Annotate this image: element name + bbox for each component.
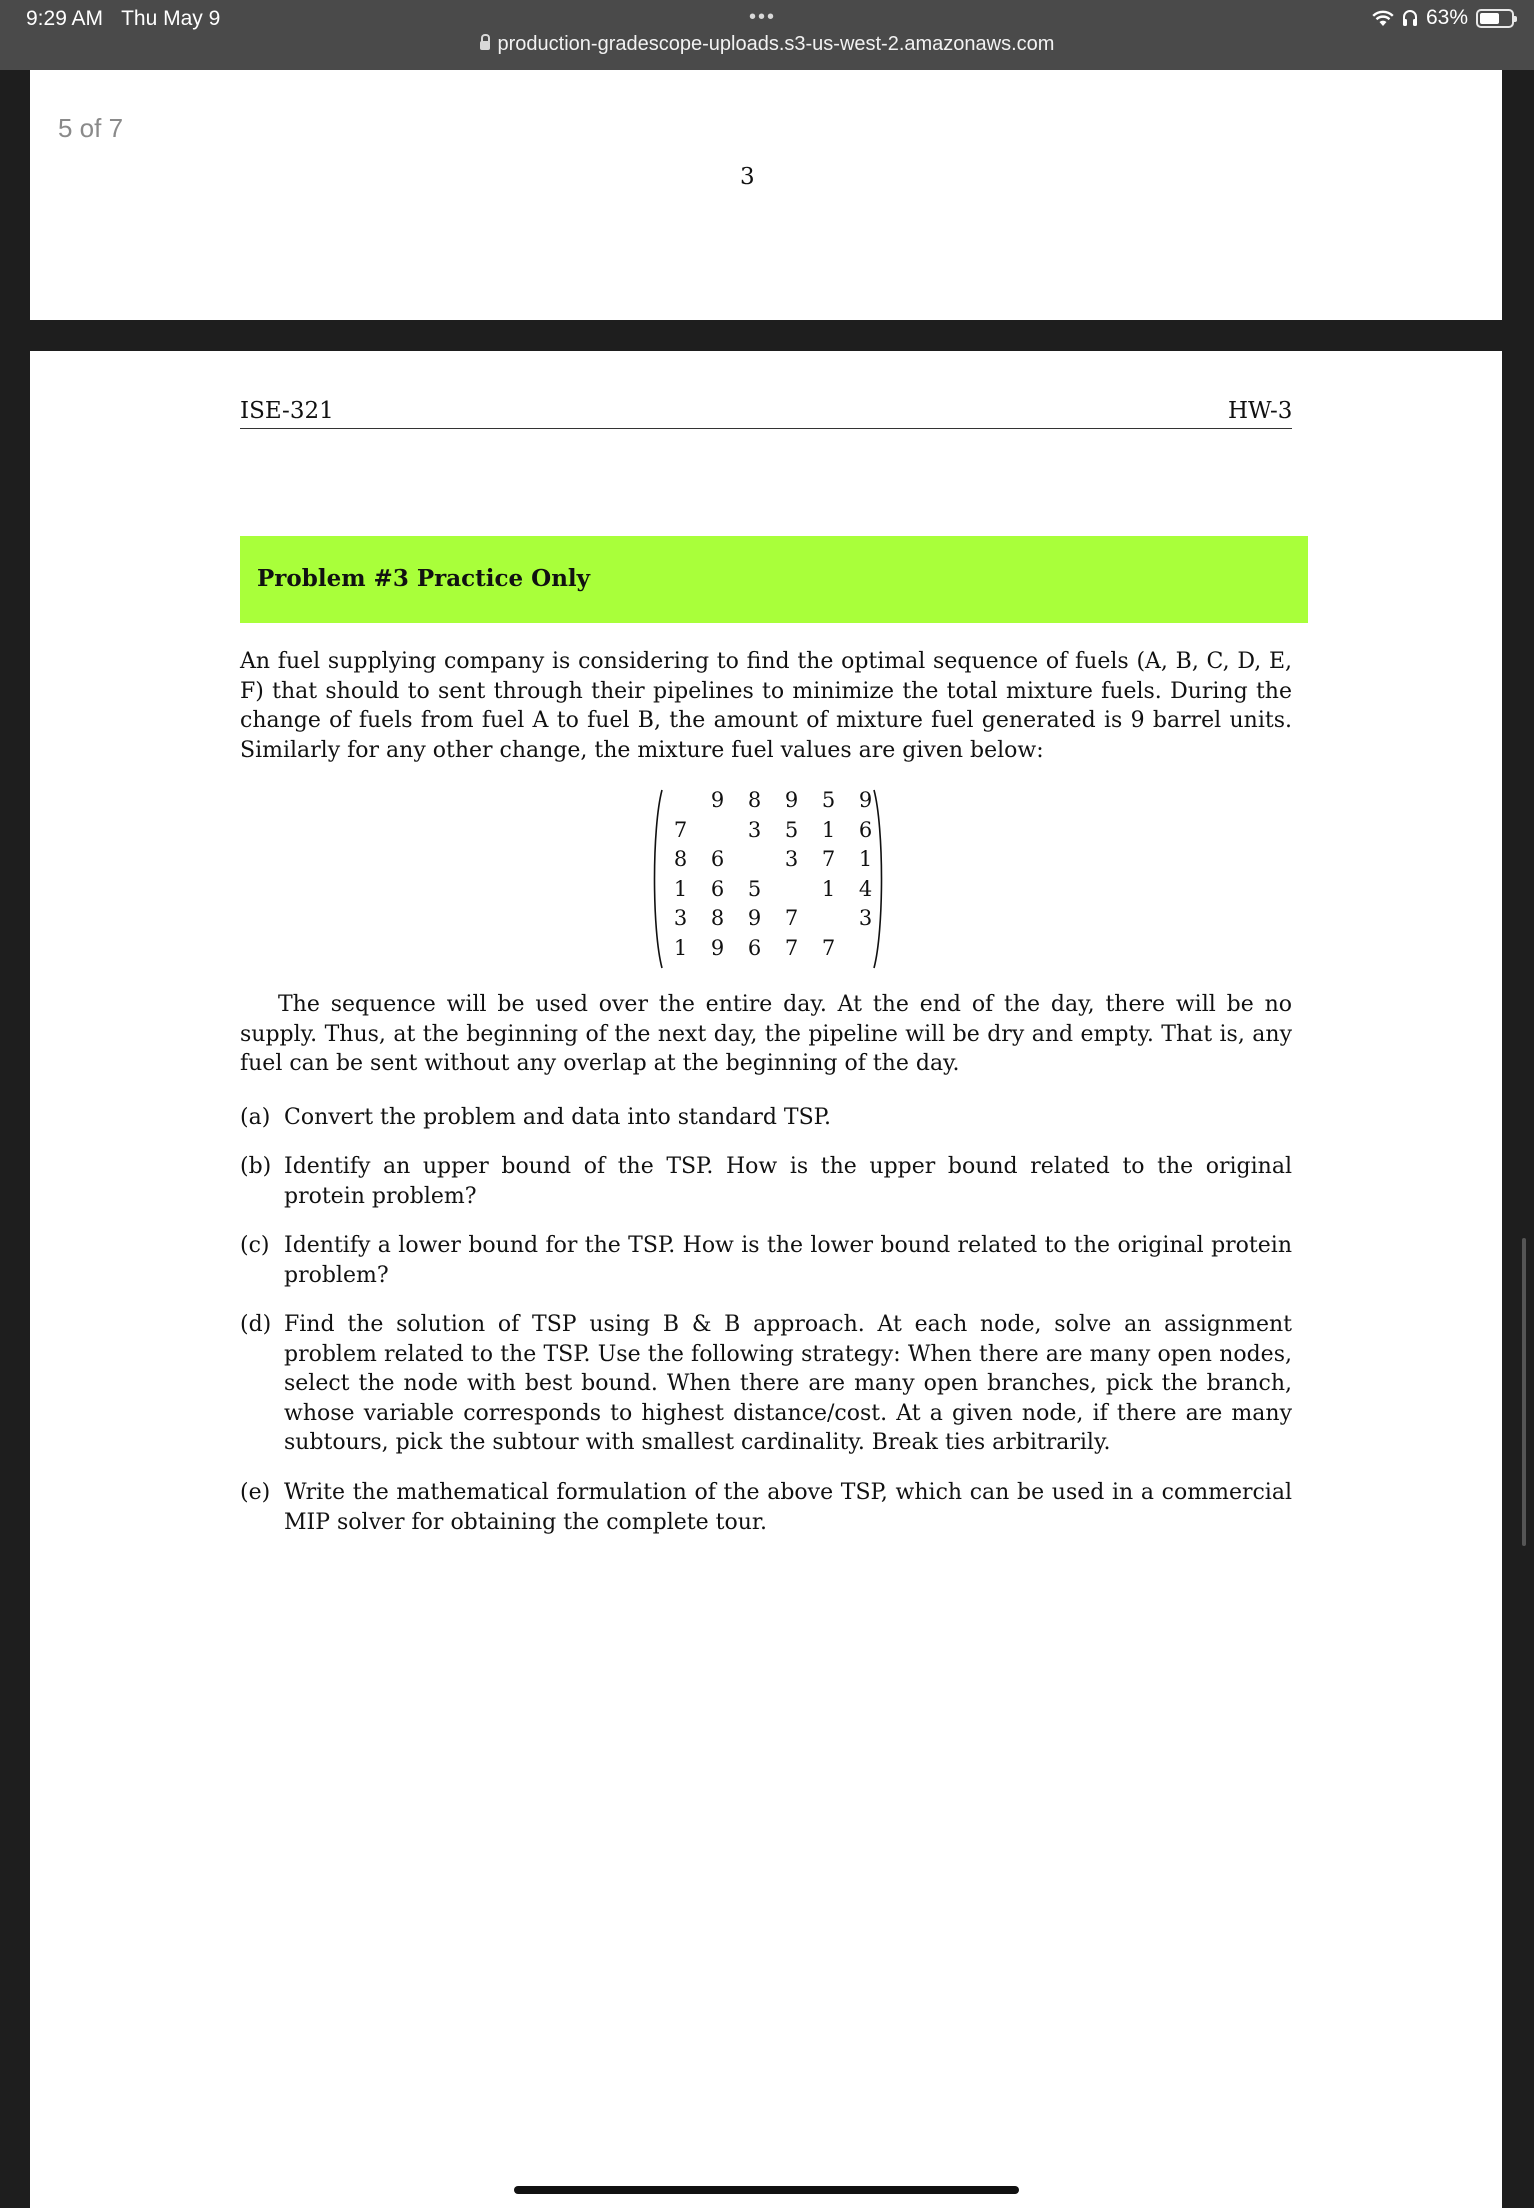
header-rule: [240, 428, 1292, 429]
matrix-cell: 3: [747, 817, 762, 842]
matrix-cell: 8: [673, 847, 688, 871]
matrix-cell: 1: [858, 847, 873, 871]
previous-page: [30, 70, 1502, 320]
matrix-cell: 6: [858, 817, 873, 842]
matrix-cell: 5: [821, 788, 836, 812]
matrix-cell: [699, 818, 736, 848]
course-code: ISE-321: [240, 398, 334, 424]
scrollbar[interactable]: [1522, 1238, 1526, 1546]
matrix-cell: 7: [784, 935, 799, 960]
url-text: production-gradescope-uploads.s3-us-west-2.amazonaws.com: [497, 33, 1055, 55]
matrix-cell: 9: [784, 788, 799, 812]
matrix-right-bracket: [872, 788, 886, 970]
part-label: (c): [240, 1233, 270, 1258]
matrix-cell: 1: [673, 935, 688, 960]
matrix-cell: 6: [710, 847, 725, 871]
part-c: [240, 1231, 1292, 1290]
wifi-icon: [1372, 10, 1394, 27]
home-indicator[interactable]: [514, 2186, 1019, 2194]
battery-percentage: 63%: [1425, 6, 1468, 29]
matrix-cell: 6: [747, 935, 762, 960]
part-label: (b): [240, 1154, 272, 1179]
status-indicators: [1372, 6, 1514, 30]
matrix-cell: 3: [858, 906, 873, 930]
homework-label: HW-3: [1228, 398, 1293, 424]
battery-icon: [1476, 9, 1514, 28]
battery-cap: [1514, 16, 1517, 22]
status-time-date: [26, 7, 220, 31]
part-label: (a): [240, 1105, 271, 1130]
matrix-cell: 3: [673, 906, 688, 930]
intro-paragraph: An fuel supplying company is considering to find the optimal sequence of fuels (A, B, C, D, E, F) that should to sent through their pipelines to minimize the total mixture fuels. During the change of fuels from fuel A to fuel B, the amount of mixture fuel generated is 9 barrel units. Similarly for any other change, the mixture fuel values are given below:: [240, 649, 1292, 763]
lock-icon: [480, 41, 490, 50]
sequence-paragraph: The sequence will be used over the entire day. At the end of the day, there will be no supply. Thus, at the beginning of the next day, the pipeline will be dry and empty. That is, any fuel can be sent without any overlap at the beginning of the day.: [240, 992, 1292, 1076]
matrix-cell: [810, 906, 847, 936]
status-time: 9:29 AM: [26, 7, 104, 30]
matrix-cell: 6: [710, 876, 725, 901]
matrix-cell: 7: [821, 847, 836, 871]
matrix-cell: 1: [821, 817, 836, 842]
part-text: Find the solution of TSP using B & B approach. At each node, solve an assignment problem related to the TSP. Use the following strategy: When there are many open nodes, select the node with best bound. When there are many open branches, pick the branch, whose variable corresponds to highest distance/cost. At a given node, if there are many subtours, pick the subtour with smallest cardinality. Break ties arbitrarily.: [284, 1312, 1292, 1455]
part-d: [240, 1310, 1292, 1458]
matrix-grid: [662, 788, 872, 965]
battery-fill: [1480, 13, 1499, 24]
status-date: Thu May 9: [121, 7, 221, 30]
part-text: Identify a lower bound for the TSP. How is the lower bound related to the original protein problem?: [284, 1233, 1292, 1288]
matrix-cell: 9: [747, 906, 762, 930]
headphones-icon: [1402, 9, 1418, 27]
problem-title: Problem #3 Practice Only: [257, 565, 591, 592]
matrix-cell: [736, 847, 773, 877]
matrix-cell: 9: [710, 935, 725, 960]
matrix-cell: 1: [673, 876, 688, 901]
matrix-cell: 9: [858, 788, 873, 812]
matrix-cell: 9: [710, 788, 725, 812]
part-e: [240, 1478, 1292, 1537]
matrix-cell: 7: [673, 817, 688, 842]
mixture-cost-matrix: [650, 788, 886, 970]
part-a: [240, 1103, 1292, 1133]
matrix-cell: 7: [821, 935, 836, 960]
matrix-cell: 3: [784, 847, 799, 871]
matrix-cell: [662, 788, 699, 818]
previous-page-number: 3: [740, 164, 755, 190]
problem-banner: [240, 536, 1308, 623]
multitasking-dots-icon[interactable]: •••: [749, 6, 777, 28]
matrix-cell: 4: [858, 876, 873, 901]
matrix-cell: [773, 877, 810, 907]
part-label: (d): [240, 1312, 272, 1337]
status-bar: [0, 0, 1534, 70]
matrix-cell: 5: [747, 876, 762, 901]
part-text: Write the mathematical formulation of the above TSP, which can be used in a commercial MIP solver for obtaining the complete tour.: [284, 1480, 1292, 1535]
matrix-cell: 7: [784, 906, 799, 930]
part-text: Identify an upper bound of the TSP. How is the upper bound related to the original protein problem?: [284, 1154, 1292, 1209]
part-text: Convert the problem and data into standard TSP.: [284, 1105, 831, 1130]
address-bar[interactable]: [0, 33, 1534, 56]
part-label: (e): [240, 1480, 271, 1505]
page-counter: 5 of 7: [58, 113, 124, 143]
matrix-cell: 8: [710, 906, 725, 930]
matrix-cell: 1: [821, 876, 836, 901]
part-b: [240, 1152, 1292, 1211]
matrix-cell: 8: [747, 788, 762, 812]
matrix-cell: 5: [784, 817, 799, 842]
